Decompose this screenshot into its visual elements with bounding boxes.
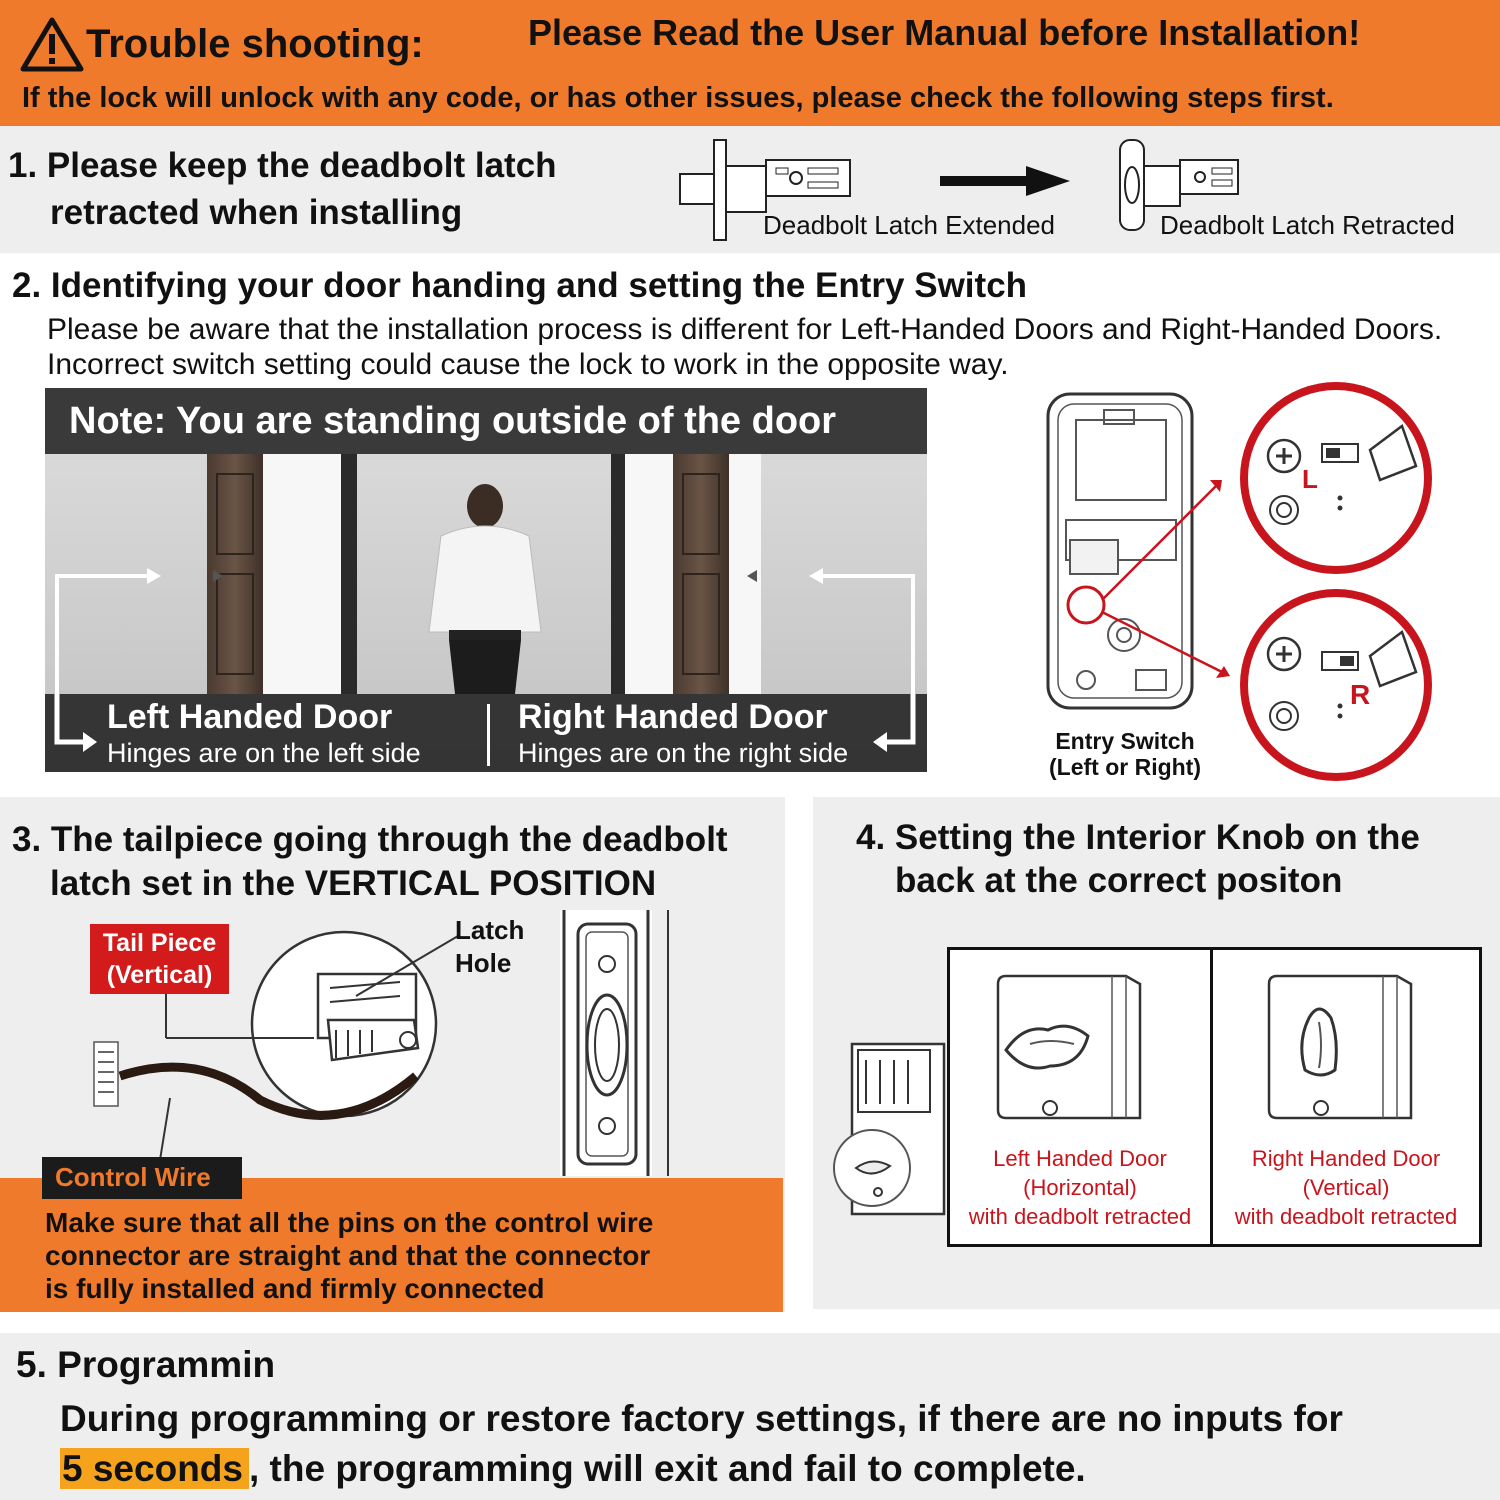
step5-body-line2: [60, 1444, 1490, 1494]
knob-left-caption-line1: Left Handed Door: [993, 1146, 1167, 1171]
step1-line1: 1. Please keep the deadbolt latch: [8, 146, 557, 185]
left-handed-door-subtitle: Hinges are on the left side: [107, 738, 421, 768]
interior-lock-small-illustration: [832, 1040, 948, 1220]
wire-note-line1: Make sure that all the pins on the control wire: [45, 1207, 654, 1238]
entry-switch-caption-line1: Entry Switch: [1055, 728, 1195, 754]
step1-title: [8, 142, 557, 236]
control-wire-label: Control Wire: [42, 1157, 242, 1199]
step5-body: [60, 1394, 1490, 1494]
right-handed-door-title: Right Handed Door: [518, 698, 828, 736]
arrow-right-icon: [940, 166, 1070, 196]
step2-body: Please be aware that the installation process is different for Left-Handed Doors and Right-Handed Doors. Incorrect switch setting could cause the lock to work in the opposite way.: [47, 313, 1443, 381]
step5-body-line1: During programming or restore factory settings, if there are no inputs for: [60, 1398, 1343, 1439]
door-handing-panel: [45, 388, 927, 772]
header-title: Trouble shooting:: [86, 22, 424, 66]
warning-icon: [20, 16, 84, 72]
knob-left-caption-line3: with deadbolt retracted: [968, 1204, 1192, 1229]
latch-hole-label: [455, 914, 524, 980]
step3-title: [12, 818, 728, 906]
wire-note-line3: is fully installed and firmly connected: [45, 1273, 545, 1304]
knob-right-caption-line1: Right Handed Door: [1251, 1146, 1441, 1171]
tail-piece-label-line1: Tail Piece: [102, 929, 217, 957]
entry-switch-caption: [1030, 728, 1220, 780]
entry-switch-caption-line2: (Left or Right): [1048, 754, 1201, 780]
door-labels-bar: [45, 694, 927, 772]
knob-right-caption-line3: with deadbolt retracted: [1234, 1204, 1458, 1229]
knob-right-handed-box: [1210, 947, 1482, 1247]
switch-left-letter: L: [1302, 464, 1318, 494]
step3-line1: 3. The tailpiece going through the deadbolt: [12, 820, 728, 859]
latch-extended-caption: Deadbolt Latch Extended: [763, 210, 1055, 240]
knob-right-caption: [1213, 1144, 1479, 1231]
latch-hole-label-line1: Latch: [455, 915, 525, 945]
standing-outside-note: Note: You are standing outside of the door: [69, 400, 837, 442]
step2-title: 2. Identifying your door handing and setting the Entry Switch: [12, 266, 1028, 305]
knob-right-caption-line2: (Vertical): [1302, 1175, 1390, 1200]
latch-retracted-caption: Deadbolt Latch Retracted: [1160, 210, 1455, 240]
latch-hole-label-line2: Hole: [455, 948, 512, 978]
step3-line2: latch set in the VERTICAL POSITION: [50, 864, 657, 903]
step4-line1: 4. Setting the Interior Knob on the: [856, 818, 1420, 857]
header-notice: Please Read the User Manual before Installation!: [528, 12, 1361, 53]
step4-line2: back at the correct positon: [895, 861, 1343, 900]
tail-piece-label: [90, 924, 229, 994]
timeout-highlight: 5 seconds: [60, 1448, 249, 1489]
tail-piece-label-line2: (Vertical): [106, 961, 213, 989]
knob-left-caption-line2: (Horizontal): [1023, 1175, 1137, 1200]
knob-horizontal-illustration: [990, 970, 1170, 1130]
header-subtitle: If the lock will unlock with any code, or has other issues, please check the following steps first.: [22, 82, 1334, 114]
left-handed-door-title: Left Handed Door: [107, 698, 393, 736]
wire-note-line2: connector are straight and that the connector: [45, 1240, 651, 1271]
knob-left-handed-box: [947, 947, 1213, 1247]
step5-title: 5. Programmin: [16, 1344, 276, 1385]
step4-title: [856, 816, 1420, 902]
knob-left-caption: [950, 1144, 1210, 1231]
switch-right-letter: R: [1350, 679, 1371, 710]
step1-line2: retracted when installing: [50, 193, 463, 232]
knob-vertical-illustration: [1261, 970, 1441, 1130]
step5-body-line2-rest: , the programming will exit and fail to complete.: [248, 1448, 1086, 1489]
right-handed-door-subtitle: Hinges are on the right side: [518, 738, 849, 768]
